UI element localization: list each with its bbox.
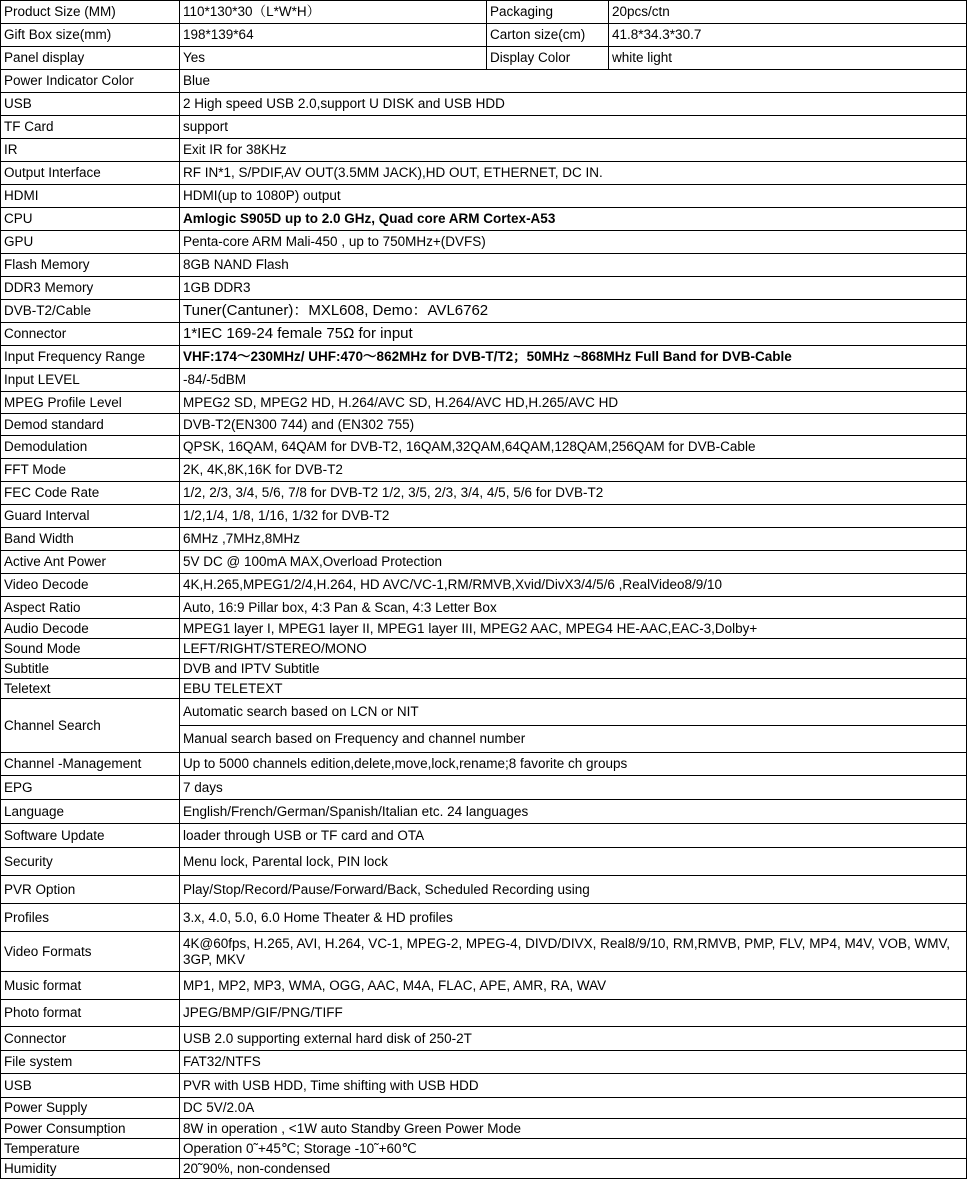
spec-row [1,574,967,597]
spec-label: HDMI [1,185,180,208]
spec-label: Profiles [1,904,180,932]
spec-value: RF IN*1, S/PDIF,AV OUT(3.5MM JACK),HD OUT, ETHERNET, DC IN. [180,162,967,185]
spec-label: Video Formats [1,932,180,972]
spec-value: EBU TELETEXT [180,679,967,699]
spec-label: Demodulation [1,436,180,459]
spec-label: DVB-T2/Cable [1,300,180,323]
spec-row [1,505,967,528]
spec-value: 41.8*34.3*30.7 [609,24,967,47]
spec-row [1,482,967,505]
spec-row [1,116,967,139]
spec-value: USB 2.0 supporting external hard disk of 250-2T [180,1027,967,1051]
spec-label: Display Color [487,47,609,70]
spec-row [1,208,967,231]
spec-row [1,659,967,679]
spec-value: Auto, 16:9 Pillar box, 4:3 Pan & Scan, 4:3 Letter Box [180,597,967,619]
spec-label: Input LEVEL [1,369,180,392]
spec-value: loader through USB or TF card and OTA [180,824,967,848]
spec-value: MPEG2 SD, MPEG2 HD, H.264/AVC SD, H.264/AVC HD,H.265/AVC HD [180,392,967,414]
spec-label: MPEG Profile Level [1,392,180,414]
spec-label: USB [1,1074,180,1098]
spec-value: PVR with USB HDD, Time shifting with USB HDD [180,1074,967,1098]
spec-label: Carton size(cm) [487,24,609,47]
spec-row [1,139,967,162]
spec-value: QPSK, 16QAM, 64QAM for DVB-T2, 16QAM,32QAM,64QAM,128QAM,256QAM for DVB-Cable [180,436,967,459]
spec-row [1,459,967,482]
spec-value: 4K@60fps, H.265, AVI, H.264, VC-1, MPEG-2, MPEG-4, DIVD/DIVX, Real8/9/10, RM,RMVB, PMP, FLV, MP4, M4V, VOB, WMV, 3GP, MKV [180,932,967,972]
spec-value: 1/2,1/4, 1/8, 1/16, 1/32 for DVB-T2 [180,505,967,528]
spec-row-panel-display [1,47,967,70]
spec-value: VHF:174～230MHz/ UHF:470～862MHz for DVB-T/T2；50MHz ~868MHz Full Band for DVB-Cable [180,346,967,369]
spec-label: Audio Decode [1,619,180,639]
spec-value: HDMI(up to 1080P) output [180,185,967,208]
spec-label: CPU [1,208,180,231]
spec-label: Channel -Management [1,753,180,776]
spec-label: Teletext [1,679,180,699]
spec-row [1,824,967,848]
spec-value: 3.x, 4.0, 5.0, 6.0 Home Theater & HD profiles [180,904,967,932]
spec-value: 1*IEC 169-24 female 75Ω for input [180,323,967,346]
spec-value: 8W in operation , <1W auto Standby Green Power Mode [180,1119,967,1139]
spec-row [1,1027,967,1051]
spec-value: Play/Stop/Record/Pause/Forward/Back, Scheduled Recording using [180,876,967,904]
spec-row [1,1119,967,1139]
spec-value: English/French/German/Spanish/Italian etc. 24 languages [180,800,967,824]
spec-value: 198*139*64 [180,24,487,47]
spec-row [1,185,967,208]
spec-row [1,414,967,436]
spec-label: Connector [1,323,180,346]
spec-label: Video Decode [1,574,180,597]
spec-row [1,1000,967,1027]
spec-value: 20˜90%, non-condensed [180,1159,967,1179]
spec-label: Subtitle [1,659,180,679]
spec-label: Connector [1,1027,180,1051]
spec-value: -84/-5dBM [180,369,967,392]
spec-label: Active Ant Power [1,551,180,574]
spec-row [1,597,967,619]
spec-value: Manual search based on Frequency and channel number [180,726,967,753]
spec-label: PVR Option [1,876,180,904]
spec-row [1,162,967,185]
spec-label: TF Card [1,116,180,139]
spec-value: MPEG1 layer I, MPEG1 layer II, MPEG1 layer III, MPEG2 AAC, MPEG4 HE-AAC,EAC-3,Dolby+ [180,619,967,639]
spec-value: LEFT/RIGHT/STEREO/MONO [180,639,967,659]
spec-label: GPU [1,231,180,254]
spec-label: Sound Mode [1,639,180,659]
spec-label: Panel display [1,47,180,70]
spec-label: Power Indicator Color [1,70,180,93]
spec-label: File system [1,1051,180,1074]
spec-label: IR [1,139,180,162]
spec-label: EPG [1,776,180,800]
spec-label: Demod standard [1,414,180,436]
spec-row [1,932,967,972]
spec-label: Power Supply [1,1098,180,1119]
spec-label: Temperature [1,1139,180,1159]
spec-value: 8GB NAND Flash [180,254,967,277]
spec-value: 7 days [180,776,967,800]
spec-label: Product Size (MM) [1,1,180,24]
spec-value: DC 5V/2.0A [180,1098,967,1119]
spec-row [1,1074,967,1098]
spec-row [1,323,967,346]
spec-row [1,876,967,904]
spec-label: Band Width [1,528,180,551]
spec-value: 20pcs/ctn [609,1,967,24]
spec-value: 2 High speed USB 2.0,support U DISK and USB HDD [180,93,967,116]
spec-label: Language [1,800,180,824]
spec-value: 1/2, 2/3, 3/4, 5/6, 7/8 for DVB-T2 1/2, 3/5, 2/3, 3/4, 4/5, 5/6 for DVB-T2 [180,482,967,505]
spec-label: Photo format [1,1000,180,1027]
spec-label: Music format [1,972,180,1000]
spec-row [1,848,967,876]
spec-label: Guard Interval [1,505,180,528]
spec-row [1,679,967,699]
spec-row [1,70,967,93]
spec-row [1,436,967,459]
spec-row [1,528,967,551]
spec-value: 6MHz ,7MHz,8MHz [180,528,967,551]
spec-row [1,619,967,639]
spec-value: Operation 0˜+45℃; Storage -10˜+60℃ [180,1139,967,1159]
spec-value: Amlogic S905D up to 2.0 GHz, Quad core ARM Cortex-A53 [180,208,967,231]
spec-label: Channel Search [1,699,180,753]
spec-value: Up to 5000 channels edition,delete,move,lock,rename;8 favorite ch groups [180,753,967,776]
spec-row [1,277,967,300]
spec-row-channel-search [1,699,967,726]
spec-row [1,1139,967,1159]
spec-label: Flash Memory [1,254,180,277]
spec-value: Automatic search based on LCN or NIT [180,699,967,726]
spec-value: white light [609,47,967,70]
spec-value: 110*130*30（L*W*H） [180,1,487,24]
spec-value: FAT32/NTFS [180,1051,967,1074]
spec-value: Penta-core ARM Mali-450 , up to 750MHz+(DVFS) [180,231,967,254]
spec-label: Aspect Ratio [1,597,180,619]
spec-label: USB [1,93,180,116]
spec-value: MP1, MP2, MP3, WMA, OGG, AAC, M4A, FLAC, APE, AMR, RA, WAV [180,972,967,1000]
spec-label: Gift Box size(mm) [1,24,180,47]
spec-row [1,346,967,369]
spec-value: DVB and IPTV Subtitle [180,659,967,679]
spec-label: Power Consumption [1,1119,180,1139]
spec-label: Input Frequency Range [1,346,180,369]
spec-row [1,392,967,414]
spec-row-product-size [1,1,967,24]
spec-value: 2K, 4K,8K,16K for DVB-T2 [180,459,967,482]
spec-value: JPEG/BMP/GIF/PNG/TIFF [180,1000,967,1027]
spec-row [1,254,967,277]
spec-label: DDR3 Memory [1,277,180,300]
spec-row [1,551,967,574]
spec-value: DVB-T2(EN300 744) and (EN302 755) [180,414,967,436]
spec-value: 4K,H.265,MPEG1/2/4,H.264, HD AVC/VC-1,RM/RMVB,Xvid/DivX3/4/5/6 ,RealVideo8/9/10 [180,574,967,597]
spec-row [1,904,967,932]
spec-row [1,1159,967,1179]
spec-row [1,753,967,776]
spec-row [1,972,967,1000]
spec-value: 1GB DDR3 [180,277,967,300]
spec-label: FFT Mode [1,459,180,482]
spec-row [1,776,967,800]
spec-row [1,231,967,254]
spec-value: Tuner(Cantuner)：MXL608, Demo：AVL6762 [180,300,967,323]
spec-value: 5V DC @ 100mA MAX,Overload Protection [180,551,967,574]
spec-label: FEC Code Rate [1,482,180,505]
spec-value: support [180,116,967,139]
spec-label: Software Update [1,824,180,848]
spec-label: Security [1,848,180,876]
spec-label: Packaging [487,1,609,24]
spec-row [1,1098,967,1119]
spec-row [1,300,967,323]
spec-label: Humidity [1,1159,180,1179]
spec-row [1,1051,967,1074]
spec-value: Yes [180,47,487,70]
spec-row [1,800,967,824]
spec-row [1,369,967,392]
spec-value: Blue [180,70,967,93]
spec-row-gift-box [1,24,967,47]
spec-row [1,93,967,116]
spec-row [1,639,967,659]
spec-label: Output Interface [1,162,180,185]
spec-value: Exit IR for 38KHz [180,139,967,162]
spec-value: Menu lock, Parental lock, PIN lock [180,848,967,876]
